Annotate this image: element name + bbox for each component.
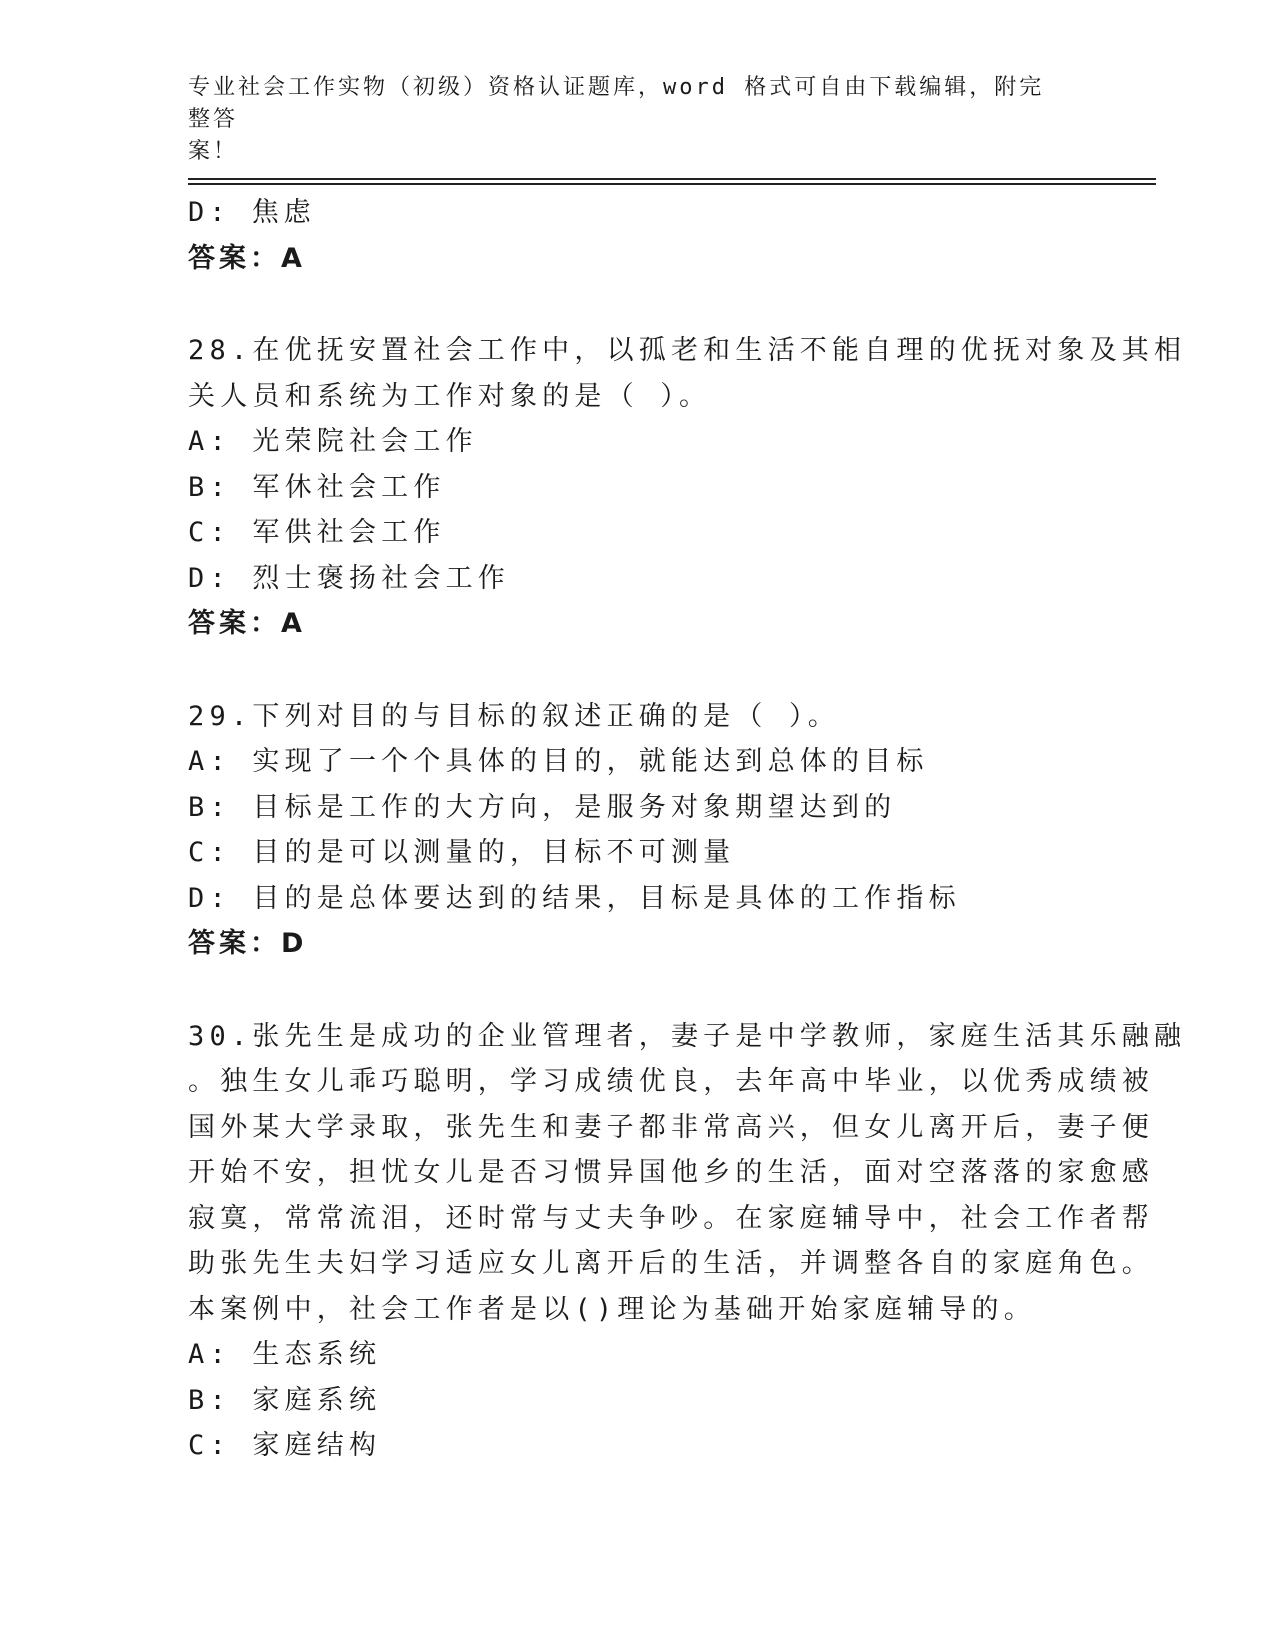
question-30 [188, 1014, 1187, 1469]
question-text-line: 28.在优抚安置社会工作中，以孤老和生活不能自理的优抚对象及其相 [188, 335, 1187, 366]
question-text-line: 助张先生夫妇学习适应女儿离开后的生活，并调整各自的家庭角色。 [188, 1248, 1154, 1279]
question-27-tail [188, 190, 1088, 281]
option-c: C: 家庭结构 [188, 1430, 382, 1461]
question-text-line: 。独生女儿乖巧聪明，学习成绩优良，去年高中毕业，以优秀成绩被 [188, 1066, 1154, 1097]
option-a: A: 实现了一个个具体的目的，就能达到总体的目标 [188, 746, 929, 777]
header-line-2: 案！ [188, 139, 239, 164]
question-28 [188, 328, 1187, 647]
question-text-line: 30.张先生是成功的企业管理者，妻子是中学教师，家庭生活其乐融融 [188, 1020, 1187, 1052]
question-list [188, 190, 1187, 1469]
header-rule-top [188, 178, 1156, 180]
spacer [188, 647, 1088, 694]
spacer [188, 281, 1088, 328]
option-a: A: 光荣院社会工作 [188, 426, 478, 457]
question-text-line: 关人员和系统为工作对象的是（ ）。 [188, 380, 712, 412]
question-text-line: 国外某大学录取，张先生和妻子都非常高兴，但女儿离开后，妻子便 [188, 1111, 1154, 1143]
header-rule-bottom [188, 183, 1156, 185]
answer-line: 答案：A [188, 242, 306, 274]
option-d: D: 焦虑 [188, 197, 316, 228]
option-c: C: 军供社会工作 [188, 517, 446, 548]
header-line-1: 专业社会工作实物（初级）资格认证题库，word 格式可自由下载编辑，附完整答 [188, 75, 1045, 132]
page-header [188, 72, 1068, 168]
option-b: B: 目标是工作的大方向，是服务对象期望达到的 [188, 791, 897, 823]
question-text-line: 本案例中，社会工作者是以()理论为基础开始家庭辅导的。 [188, 1293, 1036, 1325]
answer-line: 答案：A [188, 608, 306, 639]
question-text-line: 29.下列对目的与目标的叙述正确的是（ ）。 [188, 700, 840, 732]
question-text-line: 开始不安，担忧女儿是否习惯异国他乡的生活，面对空落落的家愈感 [188, 1157, 1154, 1188]
option-d: D: 烈士褒扬社会工作 [188, 562, 510, 594]
option-c: C: 目的是可以测量的，目标不可测量 [188, 837, 736, 868]
spacer [188, 967, 1088, 1014]
option-d: D: 目的是总体要达到的结果，目标是具体的工作指标 [188, 882, 961, 914]
question-text-line: 寂寞，常常流泪，还时常与丈夫争吵。在家庭辅导中，社会工作者帮 [188, 1202, 1154, 1234]
option-b: B: 军休社会工作 [188, 471, 446, 503]
option-a: A: 生态系统 [188, 1339, 382, 1370]
answer-line: 答案：D [188, 928, 308, 959]
question-29 [188, 694, 1088, 967]
option-b: B: 家庭系统 [188, 1384, 382, 1416]
